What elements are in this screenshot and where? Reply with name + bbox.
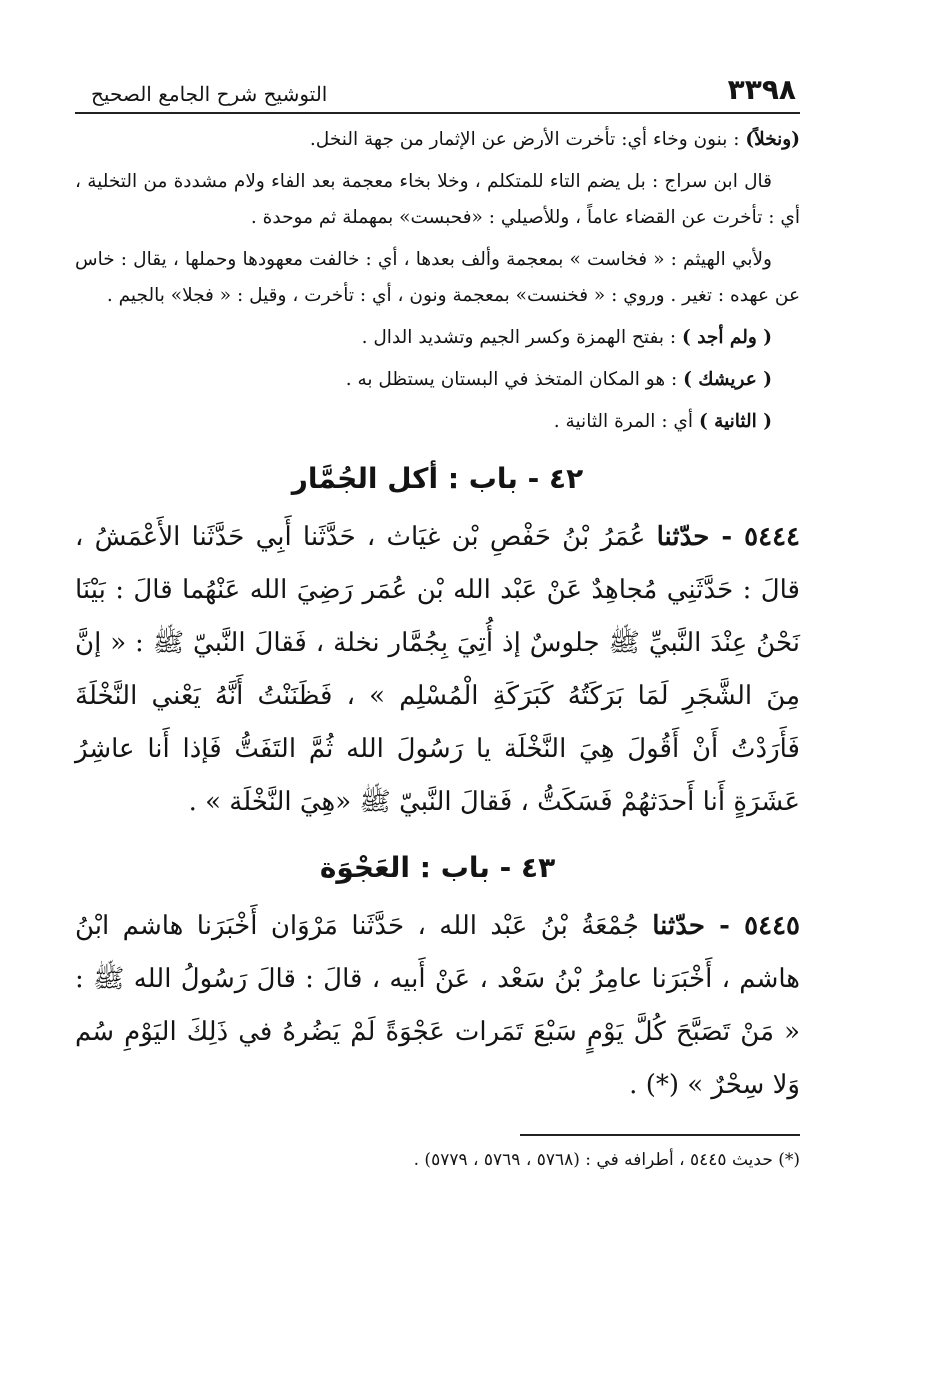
chapter-heading: ٤٢ - باب : أكل الجُمَّار	[291, 462, 584, 495]
commentary-block	[75, 122, 800, 440]
commentary-paragraph	[75, 404, 800, 440]
commentary-text: : بفتح الهمزة وكسر الجيم وتشديد الدال .	[361, 327, 677, 348]
footnote: (*) حديث ٥٤٤٥ ، أطرافه في : (٥٧٦٨ ، ٥٧٦٩ ، ٥٧٧٩) .	[413, 1150, 800, 1170]
commentary-term: ( ولم أجد )	[682, 327, 772, 348]
hadith-opening: ٥٤٤٥ - حدّثنا	[652, 911, 801, 941]
hadith-paragraph	[75, 511, 800, 829]
hadith-paragraph	[75, 900, 800, 1112]
running-title: التوشيح شرح الجامع الصحيح	[91, 82, 328, 106]
commentary-paragraph	[75, 362, 800, 398]
commentary-term: (ونخلاً)	[745, 129, 800, 150]
hadith-block	[75, 511, 800, 829]
hadith-text: عُمَرُ بْنُ حَفْصِ بْن غيَاث ، حَدَّثَنا أَبِي حَدَّثَنا الأَعْمَشُ ، قالَ : حَدَّثَنِي مُجاهِدٌ عَنْ عَبْد الله بْن عُمَر رَضِيَ الله عَنْهُما قالَ : بَيْنَا نَحْنُ عِنْدَ النَّبيِّ ﷺ جلوسٌ إذ أُتِيَ بِجُمَّار نخلة ، فَقالَ النَّبيّ ﷺ : « إنَّ مِنَ الشَّجَرِ لَمَا بَرَكَتُهُ كَبَرَكَةِ الْمُسْلِم » ، فَظَنَنْتُ أَنَّهُ يَعْني النَّخْلَةَ فَأَرَدْتُ أَنْ أَقُولَ هِيَ النَّخْلَة يا رَسُولَ الله ثُمَّ التَفَتُّ فَإذا أَنا عاشِرُ عَشَرَةٍ أَنا أَحدَثهُمْ فَسَكَتُّ ، فَقالَ النَّبيّ ﷺ «هِيَ النَّخْلَة » .	[75, 522, 800, 817]
commentary-text: أي : المرة الثانية .	[553, 411, 694, 432]
hadith-text: جُمْعَةُ بْنُ عَبْد الله ، حَدَّثَنا مَرْوَان أَخْبَرَنا هاشم ابْنُ هاشم ، أَخْبَرَنا عامِرُ بْنُ سَعْد ، عَنْ أَبيه ، قالَ : قالَ رَسُولُ الله ﷺ : « مَنْ تَصَبَّحَ كُلَّ يَوْمٍ سَبْعَ تَمَرات عَجْوَةً لَمْ يَضُرهُ في ذَلِكَ اليَوْمِ سُم وَلا سِحْرٌ » (*) .	[75, 911, 800, 1100]
book-page	[75, 60, 800, 1174]
hadith-block	[75, 900, 800, 1112]
commentary-text: : بنون وخاء أي: تأخرت الأرض عن الإثمار من جهة النخل.	[309, 129, 740, 150]
commentary-paragraph	[75, 242, 800, 314]
commentary-term: ( الثانية )	[698, 411, 772, 432]
commentary-paragraph	[75, 164, 800, 236]
chapter-heading: ٤٣ - باب : العَجْوَة	[319, 851, 556, 884]
page-number: ٣٣٩٨	[727, 73, 796, 106]
commentary-term: ( عريشك )	[683, 369, 772, 390]
hadith-opening: ٥٤٤٤ - حدّثنا	[656, 522, 801, 552]
header-divider	[75, 112, 800, 114]
commentary-paragraph	[75, 122, 800, 158]
commentary-text: ولأبي الهيثم : « فخاست » بمعجمة وألف بعدها ، أي : خالفت معهودها وحملها ، يقال : خاس عن عهده : تغير . وروي : « فخنست» بمعجمة ونون ، أي : تأخرت ، وقيل : « فجلا» بالجيم .	[75, 249, 800, 306]
commentary-text: قال ابن سراج : بل يضم التاء للمتكلم ، وخلا بخاء معجمة بعد الفاء ولام مشددة من التخلية ، أي : تأخرت عن القضاء عاماً ، وللأصيلي : «فحبست» بمهملة ثم موحدة .	[75, 171, 800, 228]
footnote-divider	[520, 1134, 800, 1136]
page-header	[75, 60, 800, 106]
commentary-text: : هو المكان المتخذ في البستان يستظل به .	[345, 369, 678, 390]
commentary-paragraph	[75, 320, 800, 356]
